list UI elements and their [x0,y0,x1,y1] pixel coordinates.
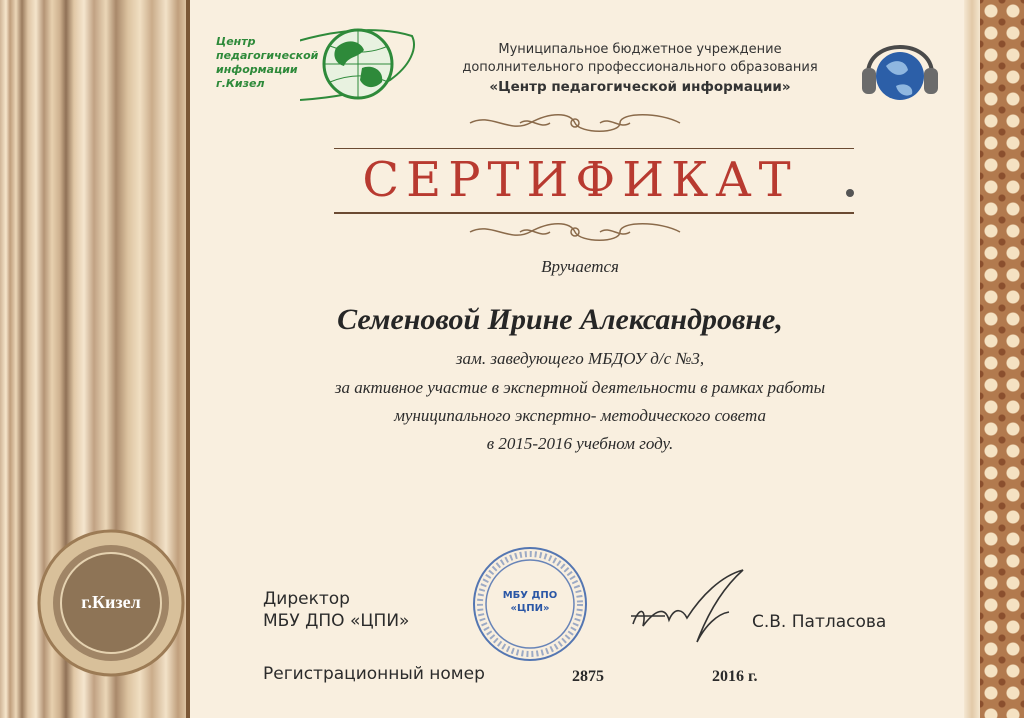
right-ornamental-border [980,0,1024,718]
recipient-name: Семеновой Ирине Александровне, [337,303,783,336]
city-seal-label: г.Кизел [81,592,141,612]
stamp-line-2: «ЦПИ» [510,603,550,614]
logo-line-3: информации [216,63,298,76]
title-rule-top [334,148,854,149]
header-line-1: Муниципальное бюджетное учреждение [498,42,782,57]
body-line-1: зам. заведующего МБДОУ д/с №3, [455,349,705,368]
stamp-text [470,589,590,615]
title-rule-bottom [334,212,854,214]
registration-year: 2016 г. [712,668,758,685]
signature-icon [625,566,755,646]
body-line-2: за активное участие в экспертной деятельности в рамках работы [334,378,826,397]
logo-line-4: г.Кизел [216,77,265,90]
title-dot [846,189,854,197]
ornament-bottom-icon [460,221,690,243]
registration-number: 2875 [572,668,604,685]
header-line-2: дополнительного профессионального образования [462,60,818,75]
body-line-3: муниципального экспертно- методического совета [394,406,766,425]
header-line-3: «Центр педагогической информации» [489,79,791,95]
ornament-top-icon [460,112,690,134]
director-title-line-1: Директор [263,589,350,609]
institution-header [430,41,850,97]
director-title-line-2: МБУ ДПО «ЦПИ» [263,611,410,631]
presented-to-label: Вручается [541,257,619,276]
stamp-line-1: МБУ ДПО [502,590,558,601]
director-title [263,588,409,632]
right-inner-band [964,0,980,718]
logo-line-2: педагогической [216,49,319,62]
director-name: С.В. Патласова [752,612,887,632]
globe-logo-icon [300,18,420,108]
logo-line-1: Центр [216,35,256,48]
headphones-globe-icon [860,28,940,110]
certificate-title: СЕРТИФИКАТ [362,152,798,208]
body-line-4: в 2015-2016 учебном году. [486,434,674,453]
registration-label: Регистрационный номер [263,664,485,684]
